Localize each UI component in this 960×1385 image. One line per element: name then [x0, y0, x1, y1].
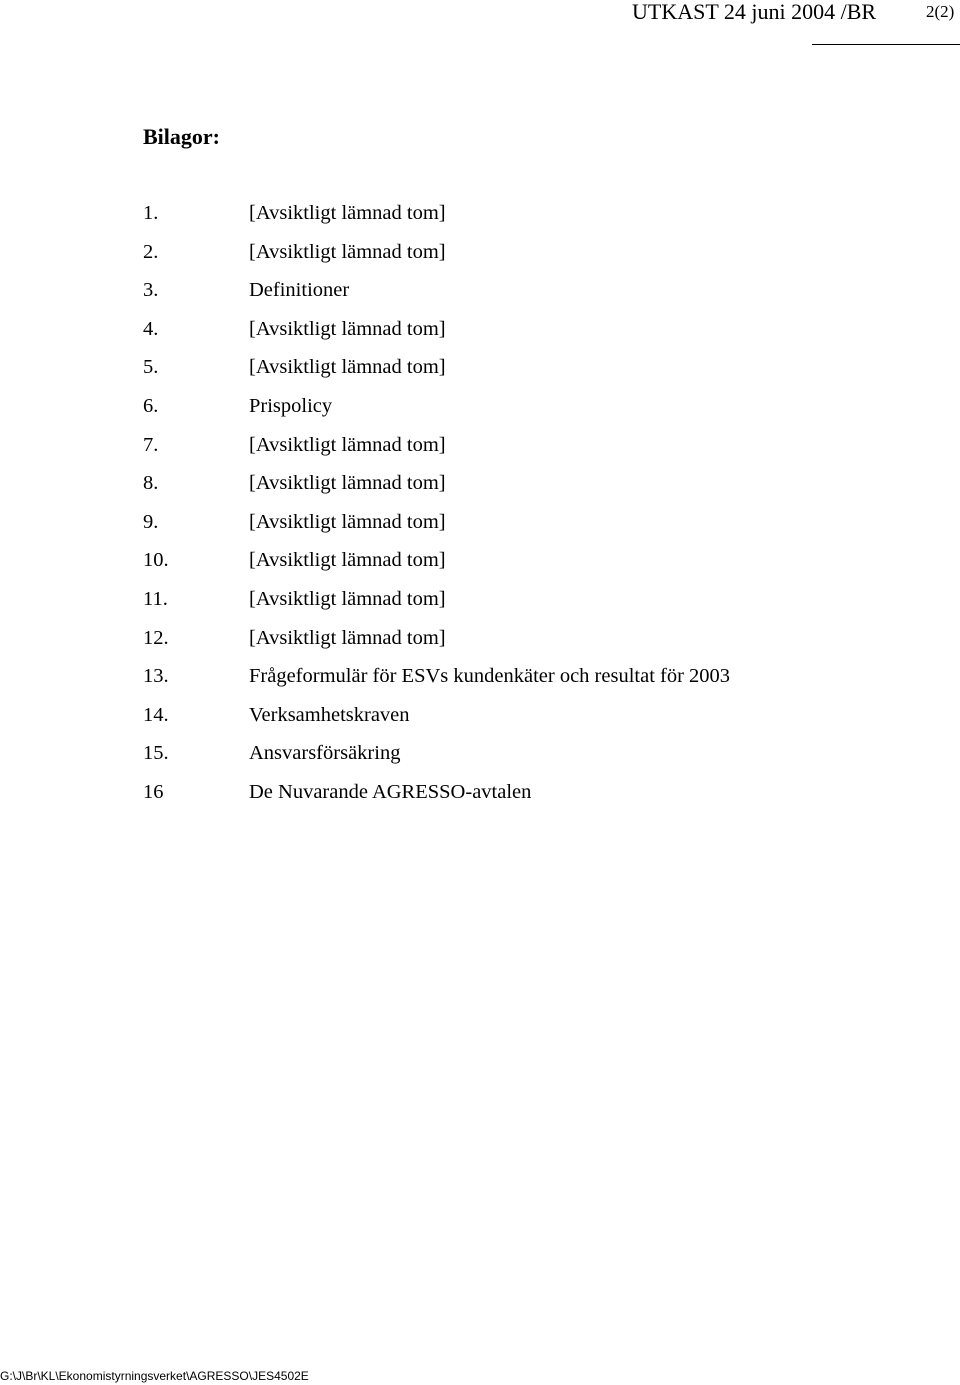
- attachment-title: Verksamhetskraven: [249, 703, 410, 726]
- attachment-title: [Avsiktligt lämnad tom]: [249, 356, 446, 379]
- attachment-number: 7.: [143, 433, 159, 456]
- attachment-title: [Avsiktligt lämnad tom]: [249, 472, 446, 495]
- page-number: 2(2): [926, 2, 955, 21]
- document-header-title: UTKAST 24 juni 2004 /BR: [632, 0, 877, 24]
- attachment-number: 12.: [143, 626, 169, 649]
- attachment-title: De Nuvarande AGRESSO-avtalen: [249, 780, 532, 803]
- attachment-number: 13.: [143, 665, 169, 688]
- attachment-number: 4.: [143, 317, 159, 340]
- attachment-number: 11.: [143, 587, 168, 610]
- attachment-title: [Avsiktligt lämnad tom]: [249, 549, 446, 572]
- attachment-title: Definitioner: [249, 279, 350, 302]
- attachment-number: 2.: [143, 240, 159, 263]
- attachment-number: 5.: [143, 356, 159, 379]
- attachment-title: [Avsiktligt lämnad tom]: [249, 240, 446, 263]
- attachment-title: Ansvarsförsäkring: [249, 742, 401, 765]
- attachment-title: [Avsiktligt lämnad tom]: [249, 433, 446, 456]
- attachment-number: 1.: [143, 202, 159, 224]
- attachment-title: [Avsiktligt lämnad tom]: [249, 587, 446, 610]
- attachments-heading: Bilagor:: [143, 124, 220, 149]
- attachment-number: 10.: [143, 549, 169, 572]
- attachment-title: [Avsiktligt lämnad tom]: [249, 202, 446, 224]
- attachment-number: 3.: [143, 279, 159, 302]
- attachment-title: Frågeformulär för ESVs kundenkäter och resultat för 2003: [249, 665, 731, 688]
- attachment-number: 15.: [143, 742, 169, 765]
- attachment-title: [Avsiktligt lämnad tom]: [249, 626, 446, 649]
- attachment-number: 16: [143, 780, 164, 803]
- attachment-title: [Avsiktligt lämnad tom]: [249, 510, 446, 533]
- header-divider: [812, 44, 960, 45]
- attachment-number: 6.: [143, 394, 159, 417]
- attachment-title: [Avsiktligt lämnad tom]: [249, 317, 446, 340]
- attachment-number: 9.: [143, 510, 159, 533]
- attachment-number: 8.: [143, 472, 159, 495]
- attachment-number: 14.: [143, 703, 169, 726]
- footer-file-path: G:\J\Br\KL\Ekonomistyrningsverket\AGRESSO\JES4502E: [0, 1369, 309, 1383]
- attachment-title: Prispolicy: [249, 394, 333, 417]
